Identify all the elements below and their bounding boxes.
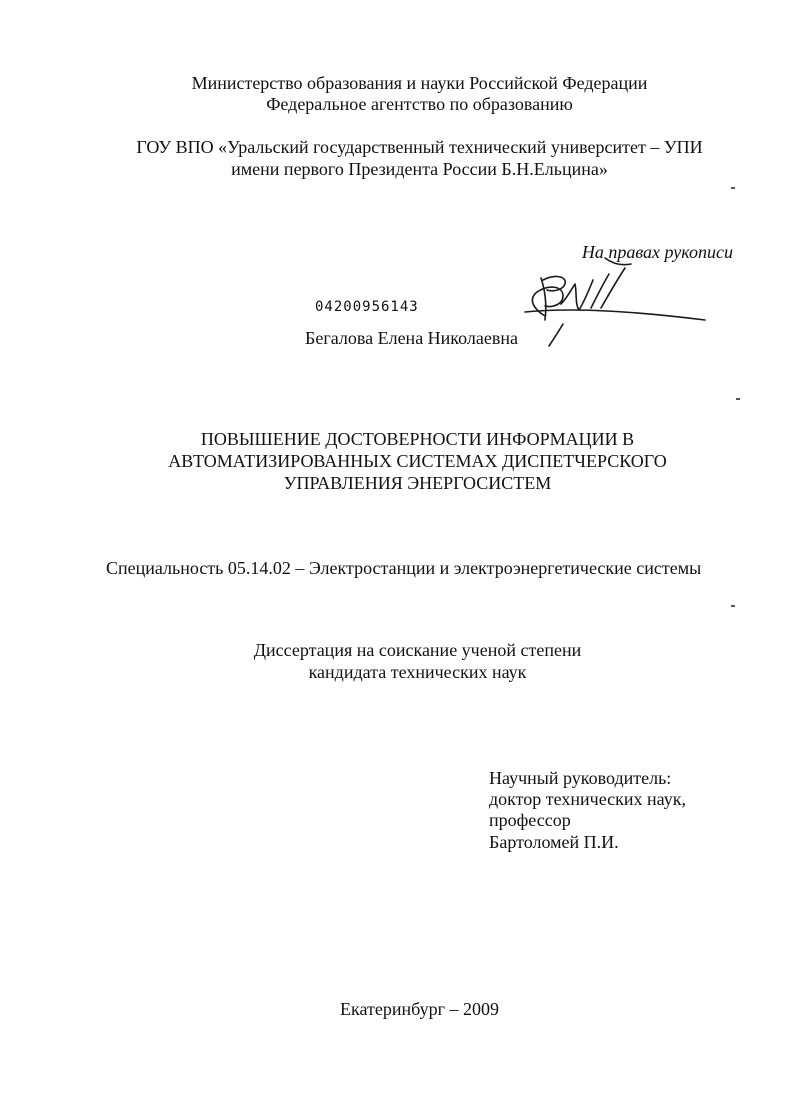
scan-speck [736, 398, 740, 400]
city-year: Екатеринбург – 2009 [340, 999, 499, 1019]
university-name-line2: имени первого Президента России Б.Н.Ельцина» [231, 159, 608, 179]
supervisor-title: профессор [489, 810, 571, 830]
supervisor-name: Бартоломей П.И. [489, 832, 619, 852]
scan-speck [731, 605, 735, 607]
specialty: Специальность 05.14.02 – Электростанции и электроэнергетические системы [106, 558, 702, 578]
supervisor-label: Научный руководитель: [489, 768, 672, 788]
scan-speck [731, 187, 735, 189]
ministry-name: Министерство образования и науки Российской Федерации [191, 73, 648, 93]
handwritten-signature [505, 250, 715, 350]
supervisor-degree: доктор технических наук, [489, 789, 686, 809]
university-name-line1: ГОУ ВПО «Уральский государственный технический университет – УПИ [136, 137, 703, 157]
agency-name: Федеральное агентство по образованию [266, 94, 573, 114]
manuscript-note: На правах рукописи [581, 242, 733, 262]
dissertation-title-line1: ПОВЫШЕНИЕ ДОСТОВЕРНОСТИ ИНФОРМАЦИИ В [200, 429, 635, 449]
author-name: Бегалова Елена Николаевна [305, 328, 518, 348]
registration-code: 04200956143 [315, 299, 419, 315]
dissertation-title-line2: АВТОМАТИЗИРОВАННЫХ СИСТЕМАХ ДИСПЕТЧЕРСКОГО [168, 451, 667, 471]
degree-statement-line1: Диссертация на соискание ученой степени [253, 640, 582, 660]
dissertation-title-line3: УПРАВЛЕНИЯ ЭНЕРГОСИСТЕМ [283, 473, 552, 493]
degree-statement-line2: кандидата технических наук [308, 662, 527, 682]
